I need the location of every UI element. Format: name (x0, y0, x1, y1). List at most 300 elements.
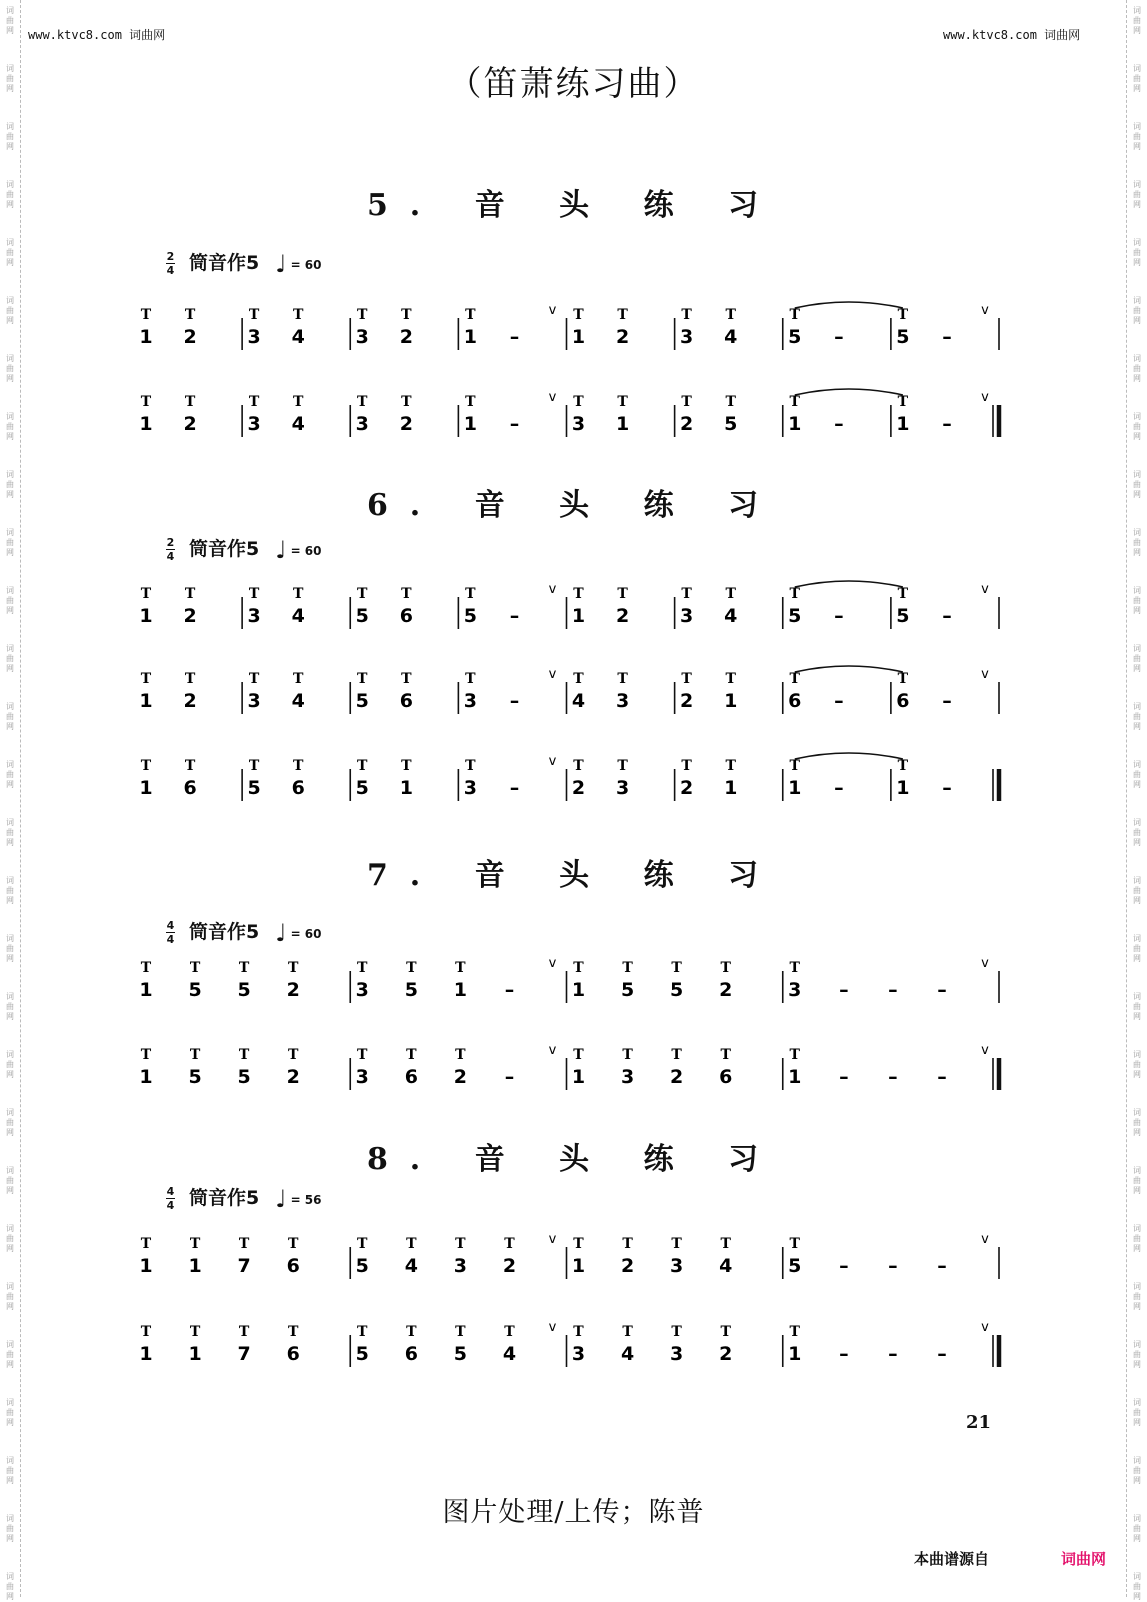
watermark-tile: 词 曲 网 (1133, 1282, 1141, 1311)
tongue-mark: T (504, 1324, 515, 1340)
note-number: 6 (896, 690, 910, 712)
tongue-mark: T (573, 1324, 584, 1340)
site-label-right[interactable]: www.ktvc8.com 词曲网 (943, 28, 1081, 42)
dash-mark: – (942, 777, 952, 799)
note-number: 4 (404, 1255, 418, 1277)
note-number: 1 (139, 413, 153, 435)
watermark-tile: 词 曲 网 (1133, 1398, 1141, 1427)
tongue-mark: T (617, 394, 628, 410)
note-number: 3 (670, 1343, 684, 1365)
note-number: 6 (291, 777, 305, 799)
note-number: 4 (571, 690, 586, 712)
dash-mark: – (504, 1066, 515, 1088)
note-number: 1 (139, 777, 153, 799)
tongue-mark: T (622, 1324, 633, 1340)
tongue-mark: T (189, 1236, 201, 1252)
note-number: 2 (571, 777, 586, 799)
dash-mark: – (509, 777, 520, 799)
tongue-mark: T (573, 960, 584, 976)
dash-mark: – (509, 413, 520, 435)
note-number: 3 (355, 413, 369, 435)
tie-arc (795, 581, 903, 587)
source-brand-link[interactable]: 词曲网 (1061, 1550, 1107, 1568)
watermark-tile: 词 曲 网 (6, 1456, 14, 1485)
tongue-mark: T (401, 307, 412, 323)
tongue-mark: T (238, 960, 250, 976)
watermark-tile: 词 曲 网 (6, 122, 14, 151)
quarter-note-icon: ♩ (275, 250, 287, 278)
key-text: 筒音作5 (189, 538, 260, 560)
watermark-tile: 词 曲 网 (1133, 238, 1141, 267)
watermark-tile: 词 曲 网 (1133, 64, 1141, 93)
dash-mark: – (509, 605, 520, 627)
note-number: 2 (680, 413, 694, 435)
tongue-mark: T (401, 671, 412, 687)
watermark-tile: 词 曲 网 (6, 586, 14, 615)
note-number: 2 (615, 326, 630, 348)
breath-mark: v (548, 1043, 557, 1058)
tongue-mark: T (789, 960, 800, 976)
watermark-tile: 词 曲 网 (1133, 934, 1141, 963)
note-number: 5 (355, 1343, 369, 1365)
watermark-tile: 词 曲 网 (1133, 992, 1141, 1021)
note-number: 2 (670, 1066, 684, 1088)
note-number: 1 (139, 326, 153, 348)
tongue-mark: T (406, 1324, 417, 1340)
watermark-tile: 词 曲 网 (6, 992, 14, 1021)
note-number: 5 (355, 605, 369, 627)
tempo-value: = 56 (290, 1193, 322, 1207)
tongue-mark: T (184, 758, 196, 774)
note-number: 4 (291, 605, 305, 627)
note-number: 1 (615, 413, 630, 435)
watermark-tile: 词 曲 网 (1133, 180, 1141, 209)
tongue-mark: T (725, 671, 736, 687)
watermark-tile: 词 曲 网 (1133, 760, 1141, 789)
note-number: 1 (463, 413, 477, 435)
note-number: 3 (247, 605, 261, 627)
tongue-mark: T (897, 307, 909, 323)
tongue-mark: T (681, 758, 692, 774)
note-number: 3 (615, 777, 630, 799)
note-number: 5 (188, 979, 202, 1001)
note-number: 4 (502, 1343, 517, 1365)
tongue-mark: T (720, 1324, 731, 1340)
tongue-mark: T (357, 307, 368, 323)
note-number: 1 (188, 1343, 202, 1365)
tongue-mark: T (248, 758, 260, 774)
tongue-mark: T (725, 394, 736, 410)
tongue-mark: T (573, 394, 584, 410)
tongue-mark: T (140, 1236, 152, 1252)
section-heading-7: 7. 音 头 练 习 (366, 858, 781, 893)
section-heading-8: 8. 音 头 练 习 (366, 1142, 781, 1177)
note-number: 1 (139, 1066, 153, 1088)
note-number: 5 (788, 605, 802, 627)
tongue-mark: T (287, 960, 299, 976)
tongue-mark: T (671, 1324, 682, 1340)
tongue-mark: T (465, 758, 476, 774)
note-number: 1 (453, 979, 467, 1001)
dash-mark: – (509, 690, 520, 712)
tongue-mark: T (248, 671, 260, 687)
note-number: 5 (620, 979, 635, 1001)
note-number: 1 (139, 605, 153, 627)
watermark-tile: 词 曲 网 (6, 412, 14, 441)
note-number: 5 (355, 690, 369, 712)
tongue-mark: T (465, 394, 476, 410)
watermark-tile: 词 曲 网 (1133, 1224, 1141, 1253)
dash-mark: – (942, 690, 952, 712)
watermark-tile: 词 曲 网 (1133, 296, 1141, 325)
dash-mark: – (937, 1255, 947, 1277)
note-number: 3 (247, 326, 261, 348)
tongue-mark: T (681, 586, 692, 602)
note-number: 4 (291, 413, 305, 435)
tongue-mark: T (789, 1236, 800, 1252)
note-number: 2 (183, 413, 197, 435)
tongue-mark: T (357, 960, 368, 976)
tongue-mark: T (725, 586, 736, 602)
tongue-mark: T (238, 1236, 250, 1252)
tongue-mark: T (292, 307, 304, 323)
tongue-mark: T (184, 307, 196, 323)
watermark-tile: 词 曲 网 (1133, 6, 1141, 35)
tongue-mark: T (573, 758, 584, 774)
watermark-tile: 词 曲 网 (6, 470, 14, 499)
tongue-mark: T (406, 1236, 417, 1252)
tongue-mark: T (357, 1236, 368, 1252)
tongue-mark: T (248, 394, 260, 410)
tongue-mark: T (140, 758, 152, 774)
note-number: 1 (399, 777, 413, 799)
time-signature: $\frac{4}{4}$ (166, 1185, 175, 1212)
note-number: 7 (237, 1343, 251, 1365)
tie-arc (795, 666, 903, 672)
tongue-mark: T (140, 394, 152, 410)
tongue-mark: T (406, 1047, 417, 1063)
dash-mark: – (834, 690, 844, 712)
watermark-tile: 词 曲 网 (1133, 876, 1141, 905)
note-number: 3 (463, 777, 477, 799)
watermark-tile: 词 曲 网 (6, 760, 14, 789)
tongue-mark: T (681, 671, 692, 687)
tongue-mark: T (357, 758, 368, 774)
tongue-mark: T (720, 1047, 731, 1063)
note-number: 6 (399, 605, 413, 627)
watermark-tile: 词 曲 网 (1133, 1166, 1141, 1195)
watermark-tile: 词 曲 网 (6, 1514, 14, 1543)
note-number: 1 (896, 413, 910, 435)
note-number: 4 (620, 1343, 635, 1365)
time-signature: $\frac{4}{4}$ (166, 919, 175, 946)
tongue-mark: T (789, 1324, 800, 1340)
breath-mark: v (548, 390, 557, 405)
watermark-tile: 词 曲 网 (1133, 354, 1141, 383)
tempo-value: = 60 (290, 927, 322, 941)
watermark-tile: 词 曲 网 (6, 1282, 14, 1311)
note-number: 6 (286, 1343, 300, 1365)
note-number: 1 (188, 1255, 202, 1277)
note-number: 6 (719, 1066, 733, 1088)
dash-mark: – (834, 777, 844, 799)
watermark-tile: 词 曲 网 (6, 64, 14, 93)
key-text: 筒音作5 (189, 921, 260, 943)
tongue-mark: T (140, 671, 152, 687)
note-number: 4 (724, 605, 738, 627)
tongue-mark: T (720, 1236, 731, 1252)
tongue-mark: T (140, 586, 152, 602)
note-number: 5 (404, 979, 418, 1001)
note-number: 3 (680, 605, 694, 627)
tongue-mark: T (897, 394, 909, 410)
tongue-mark: T (671, 1236, 682, 1252)
note-number: 1 (788, 1343, 802, 1365)
watermark-tile: 词 曲 网 (6, 6, 14, 35)
note-number: 5 (188, 1066, 202, 1088)
tongue-mark: T (725, 758, 736, 774)
watermark-tile: 词 曲 网 (6, 702, 14, 731)
breath-mark: v (981, 390, 989, 405)
dash-mark: – (942, 326, 952, 348)
tongue-mark: T (455, 960, 466, 976)
note-number: 6 (788, 690, 802, 712)
note-number: 1 (788, 777, 802, 799)
note-number: 2 (399, 413, 413, 435)
breath-mark: v (981, 1320, 989, 1335)
note-number: 1 (139, 690, 153, 712)
quarter-note-icon: ♩ (275, 536, 287, 564)
tongue-mark: T (789, 394, 800, 410)
note-number: 6 (399, 690, 413, 712)
dash-mark: – (937, 1066, 947, 1088)
tongue-mark: T (248, 307, 260, 323)
tongue-mark: T (189, 960, 201, 976)
note-number: 5 (237, 979, 251, 1001)
note-number: 1 (724, 690, 738, 712)
note-number: 7 (237, 1255, 251, 1277)
note-number: 1 (896, 777, 910, 799)
tongue-mark: T (401, 586, 412, 602)
tongue-mark: T (671, 1047, 682, 1063)
tongue-mark: T (140, 307, 152, 323)
note-number: 5 (724, 413, 738, 435)
watermark-tile: 词 曲 网 (6, 934, 14, 963)
tongue-mark: T (573, 671, 584, 687)
dash-mark: – (504, 979, 515, 1001)
tongue-mark: T (897, 671, 909, 687)
key-text: 筒音作5 (189, 252, 260, 274)
watermark-tile: 词 曲 网 (1133, 1108, 1141, 1137)
watermark-tile: 词 曲 网 (1133, 1050, 1141, 1079)
dash-mark: – (888, 1343, 898, 1365)
tongue-mark: T (287, 1324, 299, 1340)
dash-mark: – (839, 1066, 849, 1088)
quarter-note-icon: ♩ (275, 1185, 287, 1213)
note-number: 2 (399, 326, 413, 348)
dash-mark: – (839, 1343, 849, 1365)
tongue-mark: T (189, 1047, 201, 1063)
note-number: 5 (670, 979, 684, 1001)
tongue-mark: T (184, 586, 196, 602)
dash-mark: – (937, 1343, 947, 1365)
note-number: 4 (724, 326, 738, 348)
time-signature: $\frac{2}{4}$ (166, 250, 175, 277)
breath-mark: v (981, 582, 989, 597)
tongue-mark: T (238, 1047, 250, 1063)
upload-credit: 图片处理/上传；陈普 (442, 1497, 705, 1528)
tongue-mark: T (455, 1047, 466, 1063)
breath-mark: v (981, 667, 989, 682)
tongue-mark: T (140, 1047, 152, 1063)
dash-mark: – (839, 1255, 849, 1277)
note-number: 3 (453, 1255, 467, 1277)
dash-mark: – (834, 605, 844, 627)
watermark-tile: 词 曲 网 (6, 1572, 14, 1601)
tongue-mark: T (292, 394, 304, 410)
tongue-mark: T (401, 758, 412, 774)
watermark-tile: 词 曲 网 (6, 876, 14, 905)
tongue-mark: T (789, 307, 800, 323)
breath-mark: v (981, 1043, 989, 1058)
note-number: 1 (571, 326, 586, 348)
note-number: 3 (571, 1343, 586, 1365)
watermark-tile: 词 曲 网 (1133, 1514, 1141, 1543)
tongue-mark: T (292, 671, 304, 687)
note-number: 1 (571, 979, 586, 1001)
tempo-value: = 60 (290, 544, 322, 558)
note-number: 2 (719, 1343, 733, 1365)
breath-mark: v (548, 667, 557, 682)
tongue-mark: T (720, 960, 731, 976)
breath-mark: v (548, 303, 557, 318)
tongue-mark: T (184, 394, 196, 410)
note-number: 3 (463, 690, 477, 712)
note-number: 5 (896, 326, 910, 348)
tongue-mark: T (357, 671, 368, 687)
breath-mark: v (981, 303, 989, 318)
watermark-tile: 词 曲 网 (1133, 644, 1141, 673)
watermark-tile: 词 曲 网 (6, 1340, 14, 1369)
tongue-mark: T (789, 758, 800, 774)
tongue-mark: T (725, 307, 736, 323)
note-number: 3 (355, 326, 369, 348)
note-number: 3 (680, 326, 694, 348)
tongue-mark: T (897, 586, 909, 602)
watermark-tile: 词 曲 网 (6, 1108, 14, 1137)
tongue-mark: T (184, 671, 196, 687)
watermark-tile: 词 曲 网 (1133, 702, 1141, 731)
watermark-tile: 词 曲 网 (6, 296, 14, 325)
tie-arc (795, 753, 903, 759)
tongue-mark: T (573, 1236, 584, 1252)
note-number: 5 (463, 605, 477, 627)
tongue-mark: T (455, 1236, 466, 1252)
tongue-mark: T (617, 586, 628, 602)
dash-mark: – (834, 413, 844, 435)
breath-mark: v (981, 956, 989, 971)
note-number: 2 (183, 690, 197, 712)
note-number: 2 (286, 1066, 300, 1088)
breath-mark: v (981, 1232, 989, 1247)
note-number: 1 (571, 1255, 586, 1277)
tongue-mark: T (292, 586, 304, 602)
note-number: 1 (571, 1066, 586, 1088)
note-number: 1 (724, 777, 738, 799)
watermark-tile: 词 曲 网 (6, 354, 14, 383)
note-number: 5 (788, 1255, 802, 1277)
dash-mark: – (839, 979, 849, 1001)
section-heading-6: 6. 音 头 练 习 (366, 488, 781, 523)
tongue-mark: T (789, 1047, 800, 1063)
note-number: 5 (453, 1343, 467, 1365)
tongue-mark: T (287, 1236, 299, 1252)
tongue-mark: T (238, 1324, 250, 1340)
quarter-note-icon: ♩ (275, 919, 287, 947)
note-number: 3 (355, 979, 369, 1001)
note-number: 6 (286, 1255, 300, 1277)
tongue-mark: T (681, 394, 692, 410)
tongue-mark: T (573, 586, 584, 602)
note-number: 2 (453, 1066, 467, 1088)
note-number: 2 (620, 1255, 635, 1277)
dash-mark: – (888, 1255, 898, 1277)
tongue-mark: T (292, 758, 304, 774)
watermark-tile: 词 曲 网 (6, 644, 14, 673)
breath-mark: v (548, 1320, 557, 1335)
tongue-mark: T (789, 586, 800, 602)
note-number: 1 (139, 1255, 153, 1277)
tongue-mark: T (455, 1324, 466, 1340)
tongue-mark: T (671, 960, 682, 976)
watermark-tile: 词 曲 网 (1133, 470, 1141, 499)
watermark-tile: 词 曲 网 (1133, 528, 1141, 557)
watermark-tile: 词 曲 网 (6, 238, 14, 267)
note-number: 2 (502, 1255, 517, 1277)
watermark-tile: 词 曲 网 (6, 818, 14, 847)
site-label-left[interactable]: www.ktvc8.com 词曲网 (28, 28, 166, 42)
tongue-mark: T (622, 1047, 633, 1063)
breath-mark: v (548, 582, 557, 597)
tongue-mark: T (357, 394, 368, 410)
tongue-mark: T (401, 394, 412, 410)
watermark-tile: 词 曲 网 (1133, 586, 1141, 615)
tongue-mark: T (573, 1047, 584, 1063)
tongue-mark: T (897, 758, 909, 774)
watermark-tile: 词 曲 网 (1133, 818, 1141, 847)
tongue-mark: T (573, 307, 584, 323)
note-number: 5 (355, 777, 369, 799)
tie-arc (795, 389, 903, 395)
note-number: 1 (463, 326, 477, 348)
note-number: 1 (788, 413, 802, 435)
dash-mark: – (834, 326, 844, 348)
watermark-tile: 词 曲 网 (6, 1398, 14, 1427)
dash-mark: – (937, 979, 947, 1001)
breath-mark: v (548, 1232, 557, 1247)
watermark-tile: 词 曲 网 (6, 180, 14, 209)
tongue-mark: T (504, 1236, 515, 1252)
dash-mark: – (509, 326, 520, 348)
note-number: 3 (615, 690, 630, 712)
key-text: 筒音作5 (189, 1187, 260, 1209)
note-number: 3 (247, 690, 261, 712)
note-number: 5 (788, 326, 802, 348)
tongue-mark: T (622, 1236, 633, 1252)
tongue-mark: T (357, 1324, 368, 1340)
tongue-mark: T (248, 586, 260, 602)
note-number: 2 (615, 605, 630, 627)
